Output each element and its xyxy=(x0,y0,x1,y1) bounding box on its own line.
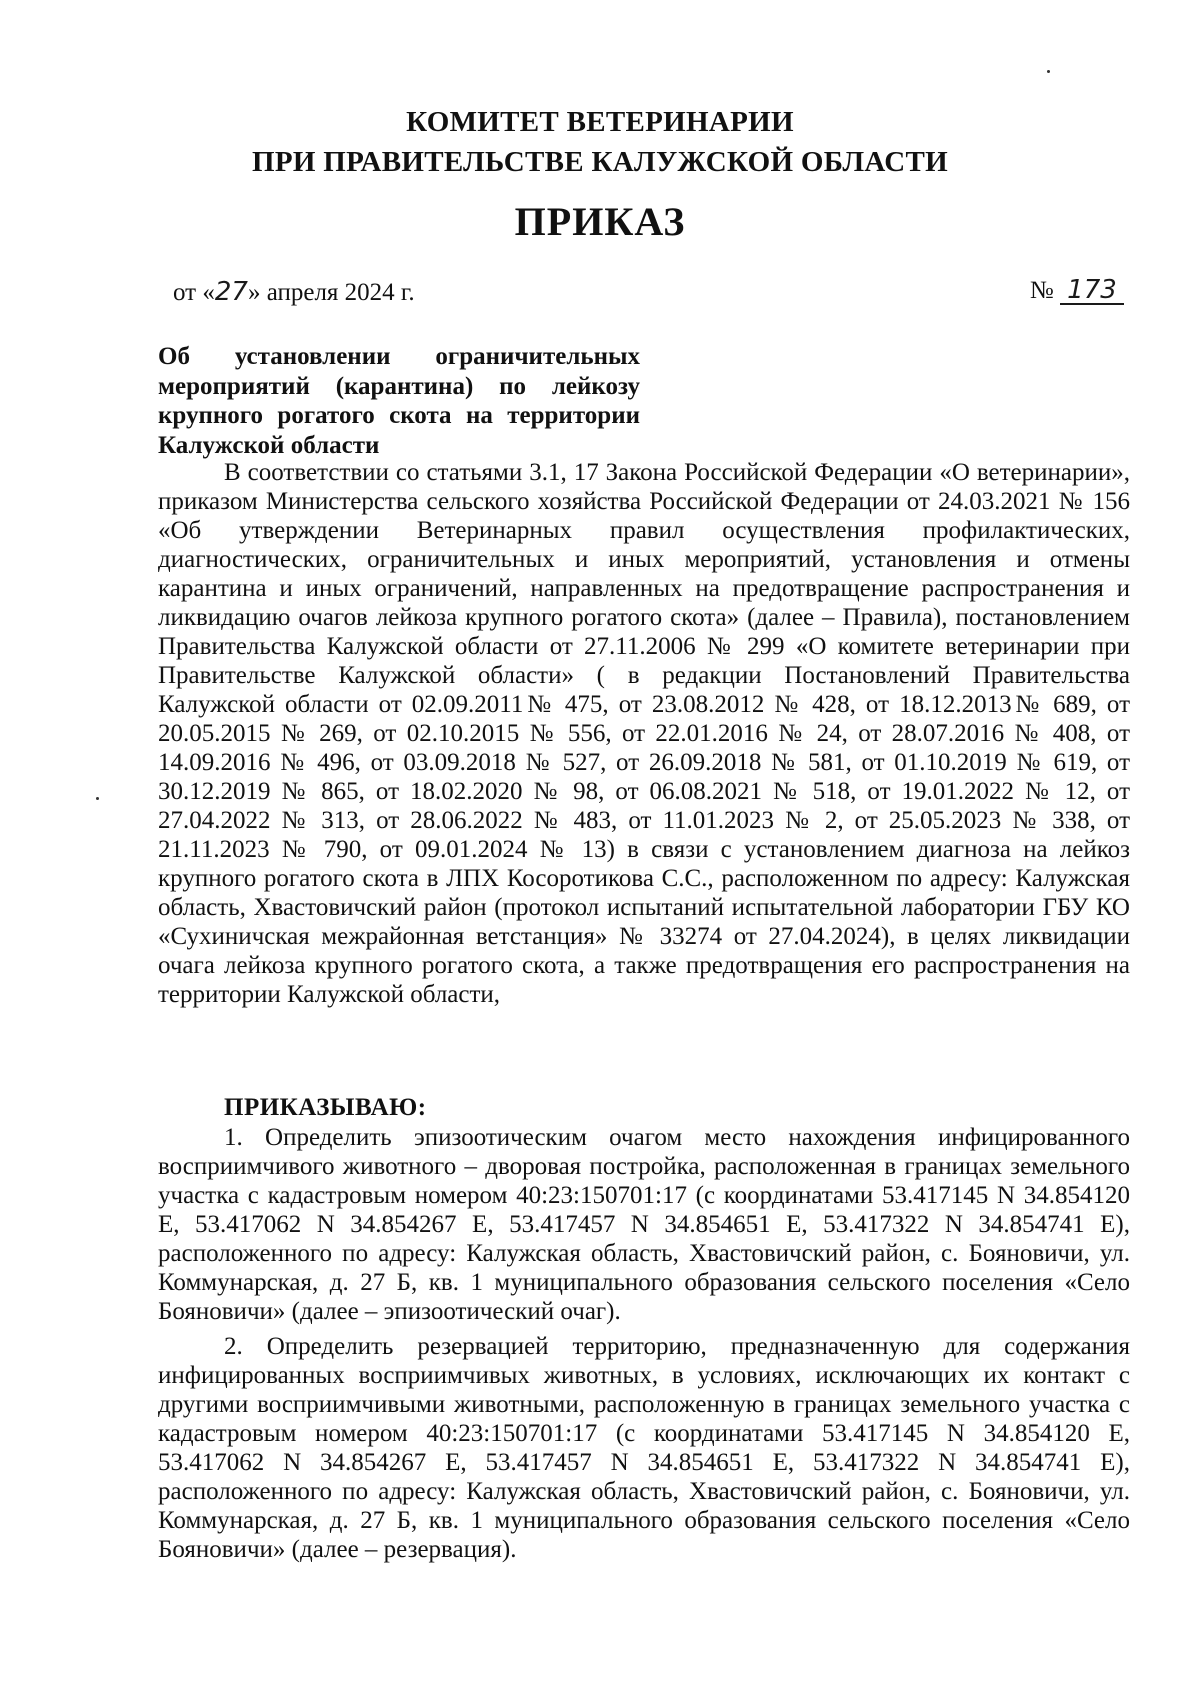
scan-speck xyxy=(96,797,99,800)
handwritten-number: 173 xyxy=(1060,277,1124,305)
date-prefix: от « xyxy=(173,279,215,306)
header-organization-line2: ПРИ ПРАВИТЕЛЬСТВЕ КАЛУЖСКОЙ ОБЛАСТИ xyxy=(252,146,948,178)
document-title: ПРИКАЗ xyxy=(514,199,686,244)
header-organization-line1: КОМИТЕТ ВЕТЕРИНАРИИ xyxy=(406,106,794,138)
order-date xyxy=(173,277,415,307)
handwritten-day: 27 xyxy=(214,277,248,307)
preamble-paragraph: В соответствии со статьями 3.1, 17 Закона Российской Федерации «О ветеринарии», приказом Министерства сельского хозяйства Российской Федерации от 24.03.2021 № 156 «Об утверждении Ветеринарных правил осуществления профилактических, диагностических, ограничительных и иных мероприятий, установления и отмены карантина и иных ограничений, направленных на предотвращение распространения и ликвидацию очагов лейкоза крупного рогатого скота» (далее – Правила), постановлением Правительства Калужской области от 27.11.2006 № 299 «О комитете ветеринарии при Правительстве Калужской области» ( в редакции Постановлений Правительства Калужской области от 02.09.2011№ 475, от 23.08.2012 № 428, от 18.12.2013№ 689, от 20.05.2015 № 269, от 02.10.2015 № 556, от 22.01.2016 № 24, от 28.07.2016 № 408, от 14.09.2016 № 496, от 03.09.2018 № 527, от 26.09.2018 № 581, от 01.10.2019 № 619, от 30.12.2019 № 865, от 18.02.2020 № 98, от 06.08.2021 № 518, от 19.01.2022 № 12, от 27.04.2022 № 313, от 28.06.2022 № 483, от 11.01.2023 № 2, от 25.05.2023 № 338, от 21.11.2023 № 790, от 09.01.2024 № 13) в связи с установлением диагноза на лейкоз крупного рогатого скота в ЛПХ Косоротикова С.С., расположенном по адресу: Калужская область, Хвастовичский район (протокол испытаний испытательной лаборатории ГБУ КО «Сухиничская межрайонная ветстанция» № 33274 от 27.04.2024), в целях ликвидации очага лейкоза крупного рогатого скота, а также предотвращения его распространения на территории Калужской области, xyxy=(158,459,1130,1008)
order-item-1: 1. Определить эпизоотическим очагом место нахождения инфицированного восприимчивого животного – дворовая постройка, расположенная в границах земельного участка с кадастровым номером 40:23:150701:17 (с координатами 53.417145 N 34.854120 E, 53.417062 N 34.854267 E, 53.417457 N 34.854651 E, 53.417322 N 34.854741 E), расположенного по адресу: Калужская область, Хвастовичский район, с. Бояновичи, ул. Коммунарская, д. 27 Б, кв. 1 муниципального образования сельского поселения «Село Бояновичи» (далее – эпизоотический очаг). xyxy=(158,1124,1130,1325)
directive-heading: ПРИКАЗЫВАЮ: xyxy=(224,1094,427,1121)
date-suffix: » апреля 2024 г. xyxy=(247,279,415,306)
scan-speck xyxy=(1047,70,1050,73)
order-item-2: 2. Определить резервацией территорию, предназначенную для содержания инфицированных восприимчивых животных, в условиях, исключающих их контакт с другими восприимчивыми животными, расположенную в границах земельного участка с кадастровым номером 40:23:150701:17 (с координатами 53.417145 N 34.854120 E, 53.417062 N 34.854267 E, 53.417457 N 34.854651 E, 53.417322 N 34.854741 E), расположенного по адресу: Калужская область, Хвастовичский район, с. Бояновичи, ул. Коммунарская, д. 27 Б, кв. 1 муниципального образования сельского поселения «Село Бояновичи» (далее – резервация). xyxy=(158,1333,1130,1563)
order-subject: Об установлении ограничительных мероприятий (карантина) по лейкозу крупного рогатого скота на территории Калужской области xyxy=(158,343,640,459)
order-number xyxy=(1030,277,1124,305)
number-prefix: № xyxy=(1029,277,1054,304)
